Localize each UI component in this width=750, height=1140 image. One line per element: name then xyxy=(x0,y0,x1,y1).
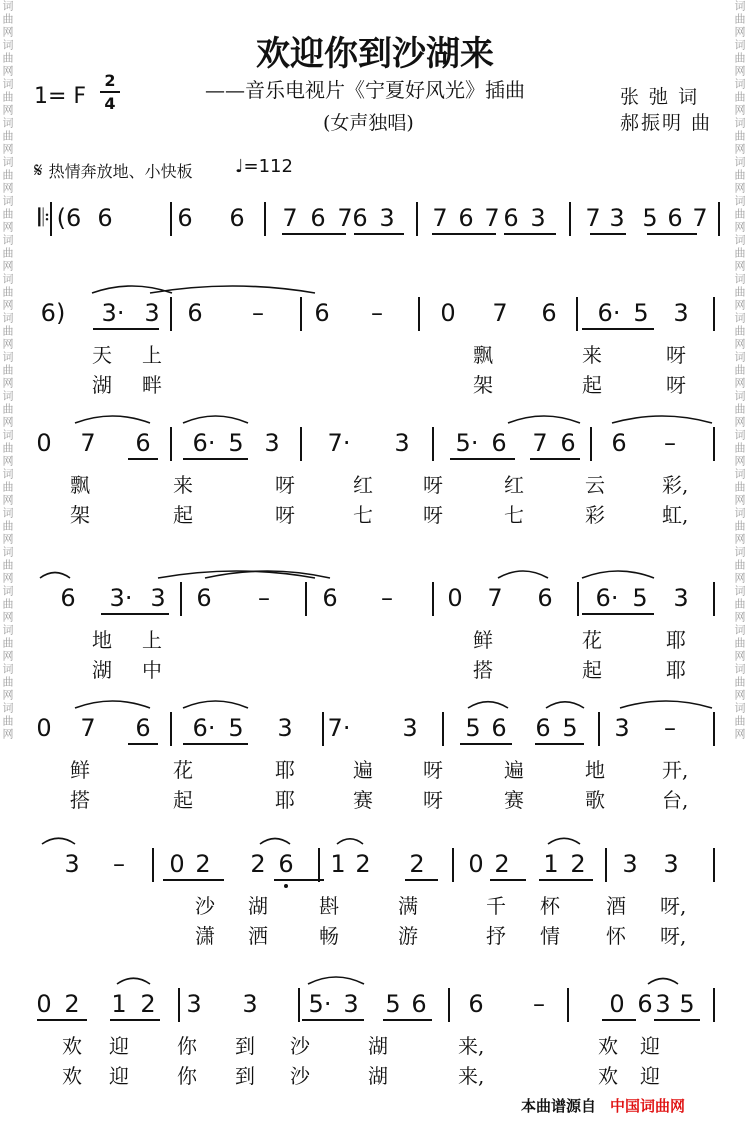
lyric: 彩, xyxy=(662,473,689,497)
lyric: 遍 xyxy=(353,758,373,782)
lyric: 起 xyxy=(582,373,602,397)
bar-line xyxy=(452,848,454,882)
lyric: 情 xyxy=(540,924,560,948)
beam-line xyxy=(590,233,626,235)
note: 7 xyxy=(432,204,448,232)
note: – xyxy=(258,584,270,612)
note: 3 xyxy=(277,714,293,742)
note: 2 xyxy=(570,850,586,878)
note: 0 xyxy=(447,584,463,612)
note: 1 xyxy=(330,850,346,878)
note: 5· xyxy=(455,429,479,457)
note: 5 xyxy=(228,429,244,457)
lyric: 上 xyxy=(142,343,162,367)
lyric: 鲜 xyxy=(70,758,90,782)
note: 2 xyxy=(64,990,80,1018)
note: 6 xyxy=(135,714,151,742)
metronome-mark: ♩=112 xyxy=(235,156,293,177)
note: 5 xyxy=(642,204,658,232)
lyric: 耶 xyxy=(275,758,295,782)
lyric: 七 xyxy=(353,503,373,527)
note: 7 xyxy=(532,429,548,457)
lyric: 呀, xyxy=(660,924,687,948)
lyric: 呀 xyxy=(666,373,686,397)
lyric: 畔 xyxy=(142,373,162,397)
bar-line xyxy=(298,988,300,1022)
note: 0 xyxy=(440,299,456,327)
note: 6 xyxy=(541,299,557,327)
note: 6 xyxy=(187,299,203,327)
note: 3 xyxy=(150,584,166,612)
lyric: 湖 xyxy=(92,373,112,397)
note: 3 xyxy=(144,299,160,327)
note: 7 xyxy=(487,584,503,612)
note: 3 xyxy=(663,850,679,878)
lyric: 沙 xyxy=(290,1034,310,1058)
beam-line xyxy=(450,458,515,460)
note: 5 xyxy=(465,714,481,742)
lyric: 赛 xyxy=(353,788,373,812)
page-title: 欢迎你到沙湖来 xyxy=(256,34,494,74)
composer: 郝振明 曲 xyxy=(620,112,713,134)
bar-line xyxy=(718,202,720,236)
note: 6 xyxy=(352,204,368,232)
note: 1 xyxy=(111,990,127,1018)
lyric: 千 xyxy=(486,894,506,918)
lyric: 呀 xyxy=(423,503,443,527)
lyric: 满 xyxy=(398,894,418,918)
note: 3 xyxy=(655,990,671,1018)
lyric: 花 xyxy=(582,628,602,652)
source-label: 本曲谱源自 xyxy=(521,1097,597,1115)
note: 5 xyxy=(228,714,244,742)
note: 2 xyxy=(195,850,211,878)
lyric: 杯 xyxy=(540,894,560,918)
note: 5 xyxy=(632,584,648,612)
note: 7 xyxy=(80,429,96,457)
bar-line xyxy=(305,582,307,616)
beam-line xyxy=(504,233,556,235)
beam-line xyxy=(490,879,526,881)
bar-line xyxy=(713,988,715,1022)
lyric: 地 xyxy=(585,758,605,782)
bar-line xyxy=(300,427,302,461)
lyric: 你 xyxy=(177,1064,197,1088)
lyric: 架 xyxy=(473,373,493,397)
note: 3· xyxy=(109,584,133,612)
note: 0 xyxy=(468,850,484,878)
watermark-right: 词曲网词曲网词曲网词曲网词曲网词曲网词曲网词曲网词曲网词曲网词曲网词曲网词曲网词曲网词曲网词曲网词曲网词曲网词曲网 xyxy=(733,0,746,741)
lyric: 架 xyxy=(70,503,90,527)
lyric: 红 xyxy=(353,473,373,497)
note: 0 xyxy=(36,990,52,1018)
note: 3 xyxy=(379,204,395,232)
bar-line xyxy=(442,712,444,746)
bar-line xyxy=(713,427,715,461)
note: 6· xyxy=(595,584,619,612)
lyric: 天 xyxy=(92,343,112,367)
bar-line xyxy=(322,712,324,746)
time-top: 2 xyxy=(104,71,116,90)
brand-label: 中国词曲网 xyxy=(610,1097,686,1115)
lyricist: 张 弛 词 xyxy=(620,86,700,108)
bar-line xyxy=(448,988,450,1022)
beam-line xyxy=(274,879,324,881)
note: 6· xyxy=(597,299,621,327)
note: 3 xyxy=(622,850,638,878)
lyric: 搭 xyxy=(70,788,90,812)
note: – xyxy=(533,990,545,1018)
note: (6 xyxy=(56,204,82,232)
lyric: 飘 xyxy=(70,473,90,497)
lyric: 欢 xyxy=(598,1064,618,1088)
note: 3 xyxy=(64,850,80,878)
bar-line xyxy=(569,202,571,236)
note: – xyxy=(252,299,264,327)
bar-line xyxy=(50,202,52,236)
note: 6) xyxy=(40,299,66,327)
note: 1 xyxy=(543,850,559,878)
note: – xyxy=(371,299,383,327)
lyric: 鲜 xyxy=(473,628,493,652)
bar-line xyxy=(418,297,420,331)
lyric: 游 xyxy=(398,924,418,948)
beam-line xyxy=(582,613,654,615)
note: 7 xyxy=(484,204,500,232)
lyric: 彩 xyxy=(585,503,605,527)
bar-line xyxy=(264,202,266,236)
beam-line xyxy=(535,743,584,745)
bar-line xyxy=(152,848,154,882)
note: 2 xyxy=(494,850,510,878)
note: 3 xyxy=(343,990,359,1018)
lower-octave-dot xyxy=(284,884,288,888)
subtitle: ——音乐电视片《宁夏好风光》插曲 xyxy=(205,78,525,102)
lyric: 到 xyxy=(235,1064,255,1088)
lyric: 呀 xyxy=(423,473,443,497)
lyric: 潇 xyxy=(195,924,215,948)
bar-line xyxy=(300,297,302,331)
lyric: 欢 xyxy=(62,1064,82,1088)
note: 6 xyxy=(310,204,326,232)
note: 7 xyxy=(282,204,298,232)
lyric: 呀 xyxy=(275,503,295,527)
note: 0 xyxy=(36,714,52,742)
note: 6 xyxy=(229,204,245,232)
beam-line xyxy=(432,233,496,235)
note: 7· xyxy=(327,429,351,457)
beam-line xyxy=(183,458,248,460)
bar-line xyxy=(170,712,172,746)
note: 3 xyxy=(394,429,410,457)
note: 3· xyxy=(101,299,125,327)
bar-line xyxy=(432,427,434,461)
beam-line xyxy=(93,328,159,330)
note: 6 xyxy=(491,429,507,457)
lyric: 花 xyxy=(173,758,193,782)
beam-line xyxy=(282,233,346,235)
lyric: 红 xyxy=(504,473,524,497)
note: 6 xyxy=(537,584,553,612)
lyric: 起 xyxy=(173,788,193,812)
note: 2 xyxy=(140,990,156,1018)
note: 6 xyxy=(97,204,113,232)
beam-line xyxy=(37,1019,87,1021)
note: 3 xyxy=(673,299,689,327)
lyric: 起 xyxy=(173,503,193,527)
beam-line xyxy=(602,1019,636,1021)
note: 6 xyxy=(637,990,653,1018)
lyric: 虹, xyxy=(662,503,689,527)
note: 6 xyxy=(667,204,683,232)
beam-line xyxy=(460,743,512,745)
bar-line xyxy=(416,202,418,236)
time-bottom: 4 xyxy=(104,94,116,113)
beam-line xyxy=(539,879,593,881)
lyric: 呀 xyxy=(423,788,443,812)
lyric: 呀, xyxy=(660,894,687,918)
lyric: 台, xyxy=(662,788,689,812)
note: – xyxy=(664,714,676,742)
bar-line xyxy=(713,848,715,882)
lyric: 欢 xyxy=(598,1034,618,1058)
lyric: 洒 xyxy=(248,924,268,948)
beam-line xyxy=(354,233,404,235)
lyric: 抒 xyxy=(486,924,506,948)
note: 6 xyxy=(503,204,519,232)
note: 6 xyxy=(560,429,576,457)
lyric: 沙 xyxy=(195,894,215,918)
lyric: 湖 xyxy=(368,1034,388,1058)
note: 6 xyxy=(535,714,551,742)
lyric: 遍 xyxy=(504,758,524,782)
note: 7· xyxy=(327,714,351,742)
lyric: 赛 xyxy=(504,788,524,812)
note: 7 xyxy=(492,299,508,327)
beam-line xyxy=(163,879,224,881)
note: 6 xyxy=(60,584,76,612)
note: 6 xyxy=(135,429,151,457)
beam-line xyxy=(647,233,697,235)
bar-line xyxy=(590,427,592,461)
key-signature: 1= F xyxy=(34,84,87,109)
note: – xyxy=(113,850,125,878)
lyric: 搭 xyxy=(473,658,493,682)
lyric: 迎 xyxy=(109,1034,129,1058)
note: – xyxy=(381,584,393,612)
lyric: 湖 xyxy=(368,1064,388,1088)
segno-icon: 𝄋 xyxy=(34,158,43,182)
lyric: 上 xyxy=(142,628,162,652)
lyric: 来, xyxy=(458,1034,485,1058)
bar-line xyxy=(567,988,569,1022)
lyric: 七 xyxy=(504,503,524,527)
lyric: 畅 xyxy=(319,924,339,948)
beam-line xyxy=(582,328,654,330)
lyric: 湖 xyxy=(92,658,112,682)
lyric: 来, xyxy=(458,1064,485,1088)
footer xyxy=(521,1095,685,1116)
note: 5· xyxy=(308,990,332,1018)
note: 7 xyxy=(337,204,353,232)
note: 3 xyxy=(402,714,418,742)
lyric: 来 xyxy=(173,473,193,497)
beam-line xyxy=(530,458,580,460)
lyric: 欢 xyxy=(62,1034,82,1058)
bar-line xyxy=(713,297,715,331)
bar-line xyxy=(170,297,172,331)
lyric: 酒 xyxy=(606,894,626,918)
lyric: 来 xyxy=(582,343,602,367)
bar-line xyxy=(170,202,172,236)
note: 5 xyxy=(562,714,578,742)
lyric: 你 xyxy=(177,1034,197,1058)
note: 3 xyxy=(264,429,280,457)
beam-line xyxy=(405,879,438,881)
lyric: 歌 xyxy=(585,788,605,812)
note: 0 xyxy=(36,429,52,457)
lyric: 耶 xyxy=(666,628,686,652)
lyric: 迎 xyxy=(640,1034,660,1058)
beam-line xyxy=(302,1019,364,1021)
lyric: 地 xyxy=(92,628,112,652)
note: 7 xyxy=(692,204,708,232)
lyric: 云 xyxy=(585,473,605,497)
note: 6 xyxy=(468,990,484,1018)
note: 5 xyxy=(633,299,649,327)
note: 3 xyxy=(609,204,625,232)
lyric: 湖 xyxy=(248,894,268,918)
bar-line xyxy=(577,582,579,616)
watermark-left: 词曲网词曲网词曲网词曲网词曲网词曲网词曲网词曲网词曲网词曲网词曲网词曲网词曲网词曲网词曲网词曲网词曲网词曲网词曲网 xyxy=(1,0,14,741)
note: 2 xyxy=(355,850,371,878)
beam-line xyxy=(654,1019,700,1021)
beam-line xyxy=(110,1019,160,1021)
tempo-text: 热情奔放地、小快板 xyxy=(48,162,193,181)
bar-line xyxy=(713,712,715,746)
lyric: 中 xyxy=(142,658,162,682)
bar-line xyxy=(713,582,715,616)
note: 6 xyxy=(314,299,330,327)
note: 6 xyxy=(611,429,627,457)
note: 5 xyxy=(385,990,401,1018)
note: 6 xyxy=(278,850,294,878)
note: 0 xyxy=(169,850,185,878)
note: 6 xyxy=(411,990,427,1018)
lyric: 开, xyxy=(662,758,689,782)
note: 7 xyxy=(80,714,96,742)
repeat-start-icon: 𝄆 xyxy=(38,204,50,232)
bar-line xyxy=(180,582,182,616)
bar-line xyxy=(318,848,320,882)
beam-line xyxy=(183,743,248,745)
note: 5 xyxy=(679,990,695,1018)
lyric: 怀 xyxy=(606,924,626,948)
note: 2 xyxy=(250,850,266,878)
lyric: 起 xyxy=(582,658,602,682)
voice-type: (女声独唱) xyxy=(323,112,414,134)
beam-line xyxy=(128,458,158,460)
note: 6 xyxy=(322,584,338,612)
lyric: 迎 xyxy=(109,1064,129,1088)
lyric: 斟 xyxy=(319,894,339,918)
bar-line xyxy=(432,582,434,616)
note: 6 xyxy=(491,714,507,742)
lyric: 迎 xyxy=(640,1064,660,1088)
bar-line xyxy=(576,297,578,331)
beam-line xyxy=(383,1019,432,1021)
lyric: 耶 xyxy=(275,788,295,812)
note: 6 xyxy=(196,584,212,612)
lyric: 飘 xyxy=(473,343,493,367)
bar-line xyxy=(605,848,607,882)
note: 0 xyxy=(609,990,625,1018)
lyric: 呀 xyxy=(423,758,443,782)
note: 7 xyxy=(585,204,601,232)
lyric: 沙 xyxy=(290,1064,310,1088)
lyric: 耶 xyxy=(666,658,686,682)
note: 6 xyxy=(458,204,474,232)
lyric: 到 xyxy=(235,1034,255,1058)
bar-line xyxy=(598,712,600,746)
note: 6· xyxy=(192,714,216,742)
beam-line xyxy=(128,743,158,745)
note: 2 xyxy=(409,850,425,878)
note: 6 xyxy=(177,204,193,232)
note: 6· xyxy=(192,429,216,457)
bar-line xyxy=(178,988,180,1022)
beam-line xyxy=(101,613,169,615)
note: 3 xyxy=(530,204,546,232)
bar-line xyxy=(170,427,172,461)
note: 3 xyxy=(186,990,202,1018)
note: 3 xyxy=(614,714,630,742)
lyric: 呀 xyxy=(666,343,686,367)
note: – xyxy=(664,429,676,457)
lyric: 呀 xyxy=(275,473,295,497)
note: 3 xyxy=(673,584,689,612)
note: 3 xyxy=(242,990,258,1018)
